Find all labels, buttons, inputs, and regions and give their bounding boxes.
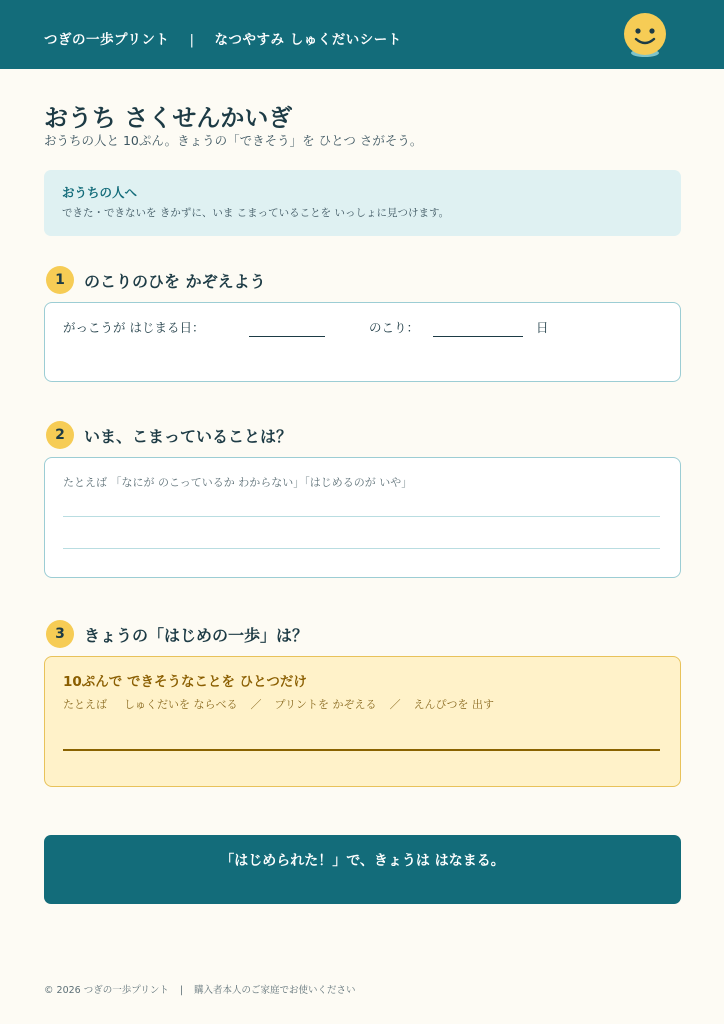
day-unit-label: 日 xyxy=(536,320,549,335)
smiley-face-icon xyxy=(623,13,667,57)
writing-line[interactable] xyxy=(63,548,660,549)
first-step-examples xyxy=(63,696,494,712)
start-day-blank[interactable] xyxy=(249,336,325,337)
header-separator: | xyxy=(189,32,195,48)
writing-line[interactable] xyxy=(63,516,660,517)
start-day-label: がっこうが はじまる日： xyxy=(63,320,205,335)
example-separator: ／ xyxy=(250,698,262,711)
example-item: プリントを かぞえる xyxy=(274,698,377,711)
section-number-badge: 2 xyxy=(46,421,74,449)
first-step-title: 10ぷんで できそうなことを ひとつだけ xyxy=(63,674,307,690)
brand-name: つぎの一歩プリント xyxy=(44,32,170,48)
first-step-writing-line[interactable] xyxy=(63,749,660,751)
parent-note-body: できた・できないを きかずに、いま こまっていることを いっしょに見つけます。 xyxy=(62,207,450,219)
section-title: のこりのひを かぞえよう xyxy=(84,272,266,291)
example-separator: ／ xyxy=(389,698,401,711)
parent-note-title: おうちの人へ xyxy=(62,185,138,200)
troubles-hint: たとえば 「なにが のこっているか わからない」「はじめるのが いや」 xyxy=(63,476,413,489)
section-number-badge: 3 xyxy=(46,620,74,648)
days-count-box xyxy=(44,302,681,382)
page-subtitle: おうちの人と 10ぷん。きょうの「できそう」を ひとつ さがそう。 xyxy=(44,133,423,148)
troubles-box xyxy=(44,457,681,578)
header-title xyxy=(44,28,402,48)
section-title: いま、こまっていることは？ xyxy=(84,427,293,446)
sheet-name: なつやすみ しゅくだいシート xyxy=(214,32,402,48)
section-title: きょうの「はじめの一歩」は？ xyxy=(84,626,309,645)
usage-notice: 購入者本人のご家庭でお使いください xyxy=(194,985,356,996)
encouragement-banner xyxy=(44,835,681,904)
banner-text: 「はじめられた！」で、きょうは はなまる。 xyxy=(220,853,505,869)
footer xyxy=(44,982,356,996)
header-bar xyxy=(0,0,724,69)
first-step-box xyxy=(44,656,681,787)
remaining-days-label: のこり： xyxy=(369,320,420,335)
footer-separator: | xyxy=(179,985,184,996)
copyright-text: © 2026 つぎの一歩プリント xyxy=(44,985,169,996)
remaining-days-blank[interactable] xyxy=(433,336,523,337)
example-item: しゅくだいを ならべる xyxy=(124,698,238,711)
example-item: えんぴつを 出す xyxy=(413,698,495,711)
parent-note xyxy=(44,170,681,236)
examples-prefix: たとえば xyxy=(63,698,107,711)
section-number-badge: 1 xyxy=(46,266,74,294)
page-title: おうち さくせんかいぎ xyxy=(44,104,293,132)
